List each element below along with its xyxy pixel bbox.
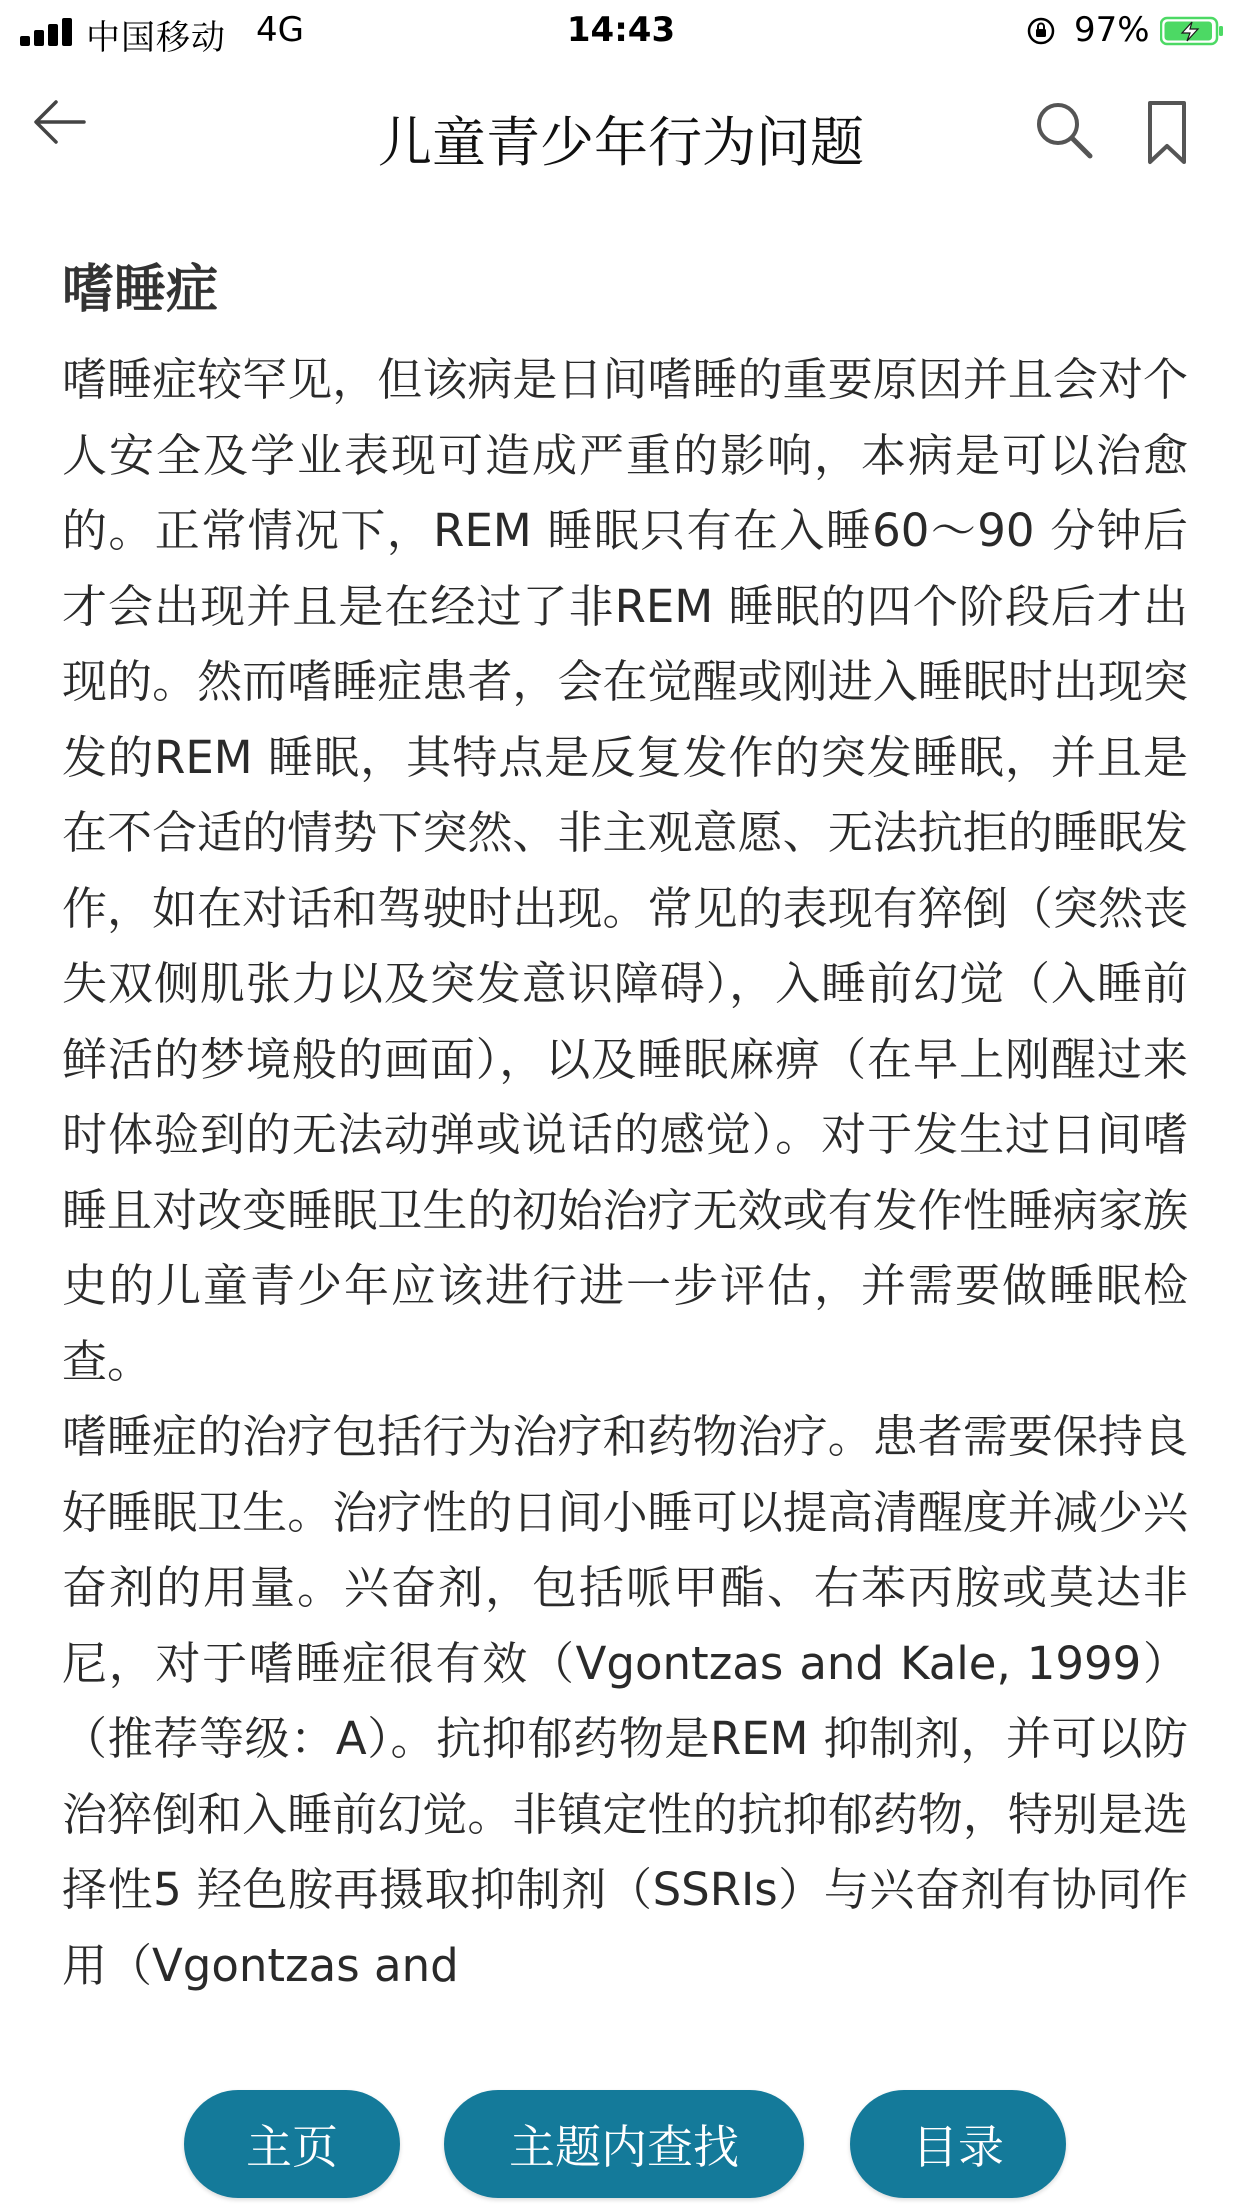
battery-icon — [1160, 16, 1224, 46]
bottom-button-bar — [0, 2090, 1242, 2208]
back-arrow-icon[interactable] — [28, 90, 92, 154]
home-button[interactable]: 主页 — [184, 2090, 400, 2198]
article-paragraph: 嗜睡症较罕见，但该病是日间嗜睡的重要原因并且会对个人安全及学业表现可造成严重的影响，本病是可以治愈的。正常情况下，REM 睡眠只有在入睡60～90 分钟后才会出现并且是在经过了非REM 睡眠的四个阶段后才出现的。然而嗜睡症患者，会在觉醒或刚进入睡眠时出现突发的REM 睡眠，其特点是反复发作的突发睡眠，并且是在不合适的情势下突然、非主观意愿、无法抗拒的睡眠发作，如在对话和驾驶时出现。常见的表现有猝倒（突然丧失双侧肌张力以及突发意识障碍），入睡前幻觉（入睡前鲜活的梦境般的画面），以及睡眠麻痹（在早上刚醒过来时体验到的无法动弹或说话的感觉）。对于发生过日间嗜睡且对改变睡眠卫生的初始治疗无效或有发作性睡病家族史的儿童青少年应该进行进一步评估，并需要做睡眠检查。 — [62, 353, 1188, 1388]
clock: 14:43 — [566, 10, 676, 50]
network-type: 4G — [256, 10, 304, 50]
article-paragraph: 嗜睡症的治疗包括行为治疗和药物治疗。患者需要保持良好睡眠卫生。治疗性的日间小睡可以提高清醒度并减少兴奋剂的用量。兴奋剂，包括哌甲酯、右苯丙胺或莫达非尼，对于嗜睡症很有效（Vgontzas and Kale, 1999）（推荐等级：A）。抗抑郁药物是REM 抑制剂，并可以防治猝倒和入睡前幻觉。非镇定性的抗抑郁药物，特别是选择性5 羟色胺再摄取抑制剂（SSRIs）与兴奋剂有协同作用（Vgontzas and — [62, 1410, 1188, 1992]
page-title: 儿童青少年行为问题 — [378, 111, 864, 174]
carrier-name: 中国移动 — [86, 18, 226, 58]
search-icon[interactable] — [1034, 100, 1094, 160]
article-content — [62, 250, 1188, 2003]
bookmark-icon[interactable] — [1146, 100, 1188, 166]
table-of-contents-button[interactable]: 目录 — [850, 2090, 1066, 2198]
status-bar — [0, 0, 1242, 64]
find-in-topic-button[interactable]: 主题内查找 — [444, 2090, 804, 2198]
navigation-bar — [0, 64, 1242, 204]
battery-percent: 97% — [1074, 10, 1150, 50]
rotation-lock-icon — [1026, 16, 1056, 46]
section-heading: 嗜睡症 — [62, 260, 219, 320]
